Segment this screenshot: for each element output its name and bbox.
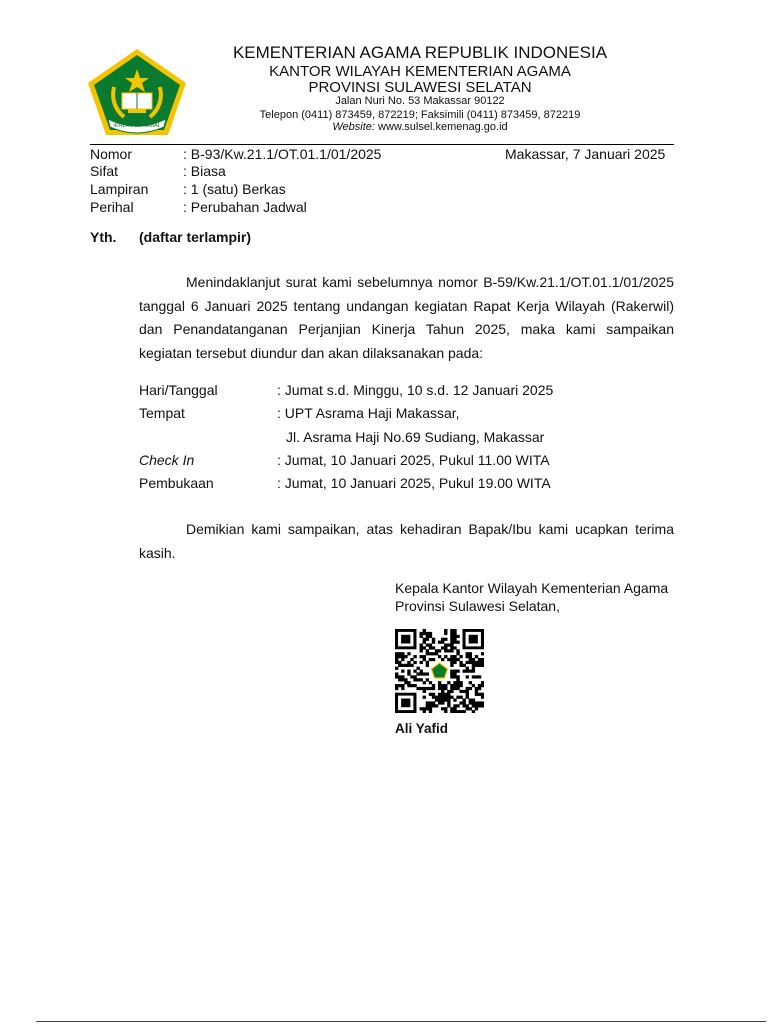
detail-place-value: : UPT Asrama Haji Makassar, xyxy=(277,405,460,421)
detail-opening-value: : Jumat, 10 Januari 2025, Pukul 19.00 WITA xyxy=(277,475,551,491)
letterhead-divider xyxy=(90,144,674,145)
page-bottom-rule xyxy=(36,1021,766,1022)
signature-title-line1: Kepala Kantor Wilayah Kementerian Agama xyxy=(395,580,669,596)
addressee-value: (daftar terlampir) xyxy=(139,229,252,245)
attachment-label: Lampiran xyxy=(90,181,149,197)
closing-paragraph xyxy=(139,518,674,565)
subject-label: Perihal xyxy=(90,199,134,215)
detail-opening-label: Pembukaan xyxy=(139,475,214,491)
detail-checkin-label: Check In xyxy=(139,452,195,468)
ministry-logo xyxy=(86,47,188,137)
nature-label: Sifat xyxy=(90,163,119,179)
detail-date-label: Hari/Tanggal xyxy=(139,382,218,398)
closing-text: Demikian kami sampaikan, atas kehadiran Bapak/Ibu kami ucapkan terima kasih. xyxy=(139,521,674,561)
signature-qr-code xyxy=(395,629,484,713)
website-url: www.sulsel.kemenag.go.id xyxy=(378,121,508,133)
signature-title-line2: Provinsi Sulawesi Selatan, xyxy=(395,598,560,614)
detail-place-address: Jl. Asrama Haji No.69 Sudiang, Makassar xyxy=(286,429,545,445)
number-label: Nomor xyxy=(90,146,133,162)
signatory-name: Ali Yafid xyxy=(395,721,449,736)
logo-ribbon-text: IKHLAS BERAMAL xyxy=(113,123,161,129)
detail-place-label: Tempat xyxy=(139,405,185,421)
nature-value: : Biasa xyxy=(183,163,226,179)
attachment-value: : 1 (satu) Berkas xyxy=(183,181,286,197)
addressee-label: Yth. xyxy=(90,229,117,245)
body-paragraph-text: Menindaklanjut surat kami sebelumnya nomor B-59/Kw.21.1/OT.01.1/01/2025 tanggal 6 Januari 2025 tentang undangan kegiatan Rapat Kerja Wilayah (Rakerwil) dan Penandatanganan Perjanjian Kinerja Tahun 2025, maka kami sampaikan kegiatan tersebut diundur dan akan dilaksanakan pada: xyxy=(139,274,674,361)
detail-date-value: : Jumat s.d. Minggu, 10 s.d. 12 Januari 2025 xyxy=(277,382,554,398)
letterhead-address: Jalan Nuri No. 53 Makassar 90122 xyxy=(335,95,505,107)
letterhead-phone: Telepon (0411) 873459, 872219; Faksimili (0411) 873459, 872219 xyxy=(259,109,581,121)
letterhead-website xyxy=(200,121,640,133)
letterhead-ministry: KEMENTERIAN AGAMA REPUBLIK INDONESIA xyxy=(232,43,608,62)
website-label: Website: xyxy=(332,121,375,133)
place-date: Makassar, 7 Januari 2025 xyxy=(505,146,666,162)
letterhead-office: KANTOR WILAYAH KEMENTERIAN AGAMA xyxy=(269,63,571,80)
number-value: : B-93/Kw.21.1/OT.01.1/01/2025 xyxy=(183,146,382,162)
body-paragraph xyxy=(139,271,674,365)
letterhead-province: PROVINSI SULAWESI SELATAN xyxy=(308,79,532,96)
detail-checkin-value: : Jumat, 10 Januari 2025, Pukul 11.00 WITA xyxy=(277,452,550,468)
subject-value: : Perubahan Jadwal xyxy=(183,199,307,215)
